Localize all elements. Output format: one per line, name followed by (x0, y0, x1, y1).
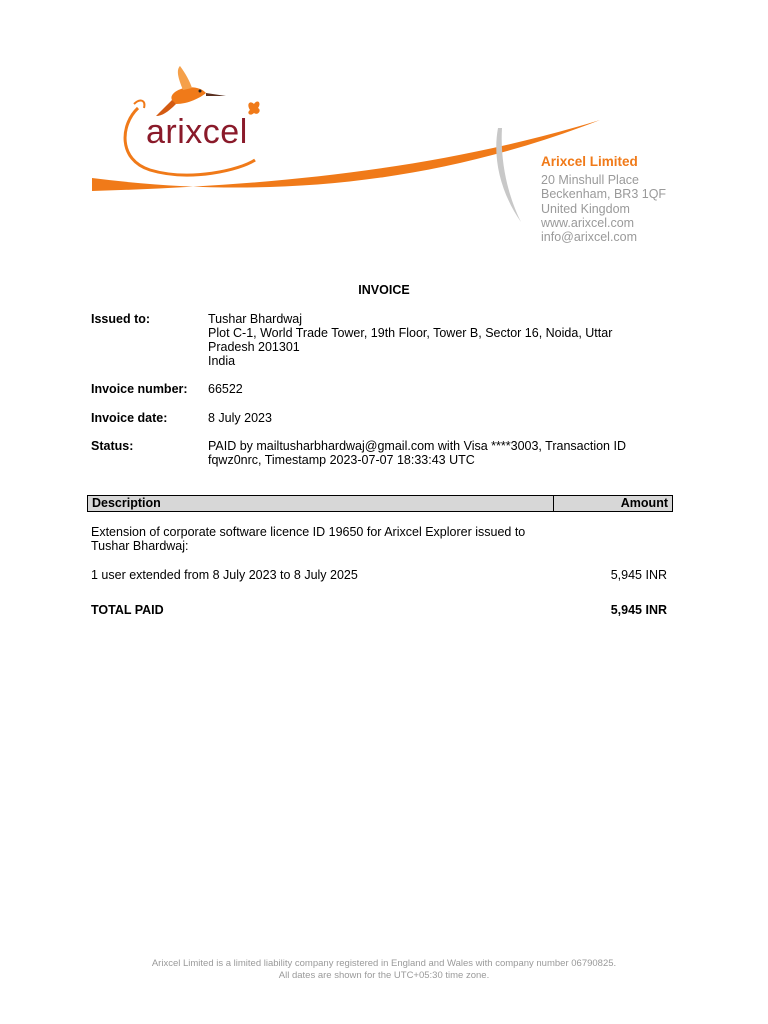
total-label: TOTAL PAID (91, 603, 164, 617)
footer (0, 958, 768, 981)
invoice-date-value: 8 July 2023 (208, 411, 272, 425)
invoice-number-label: Invoice number: (91, 382, 188, 396)
column-header-description: Description (92, 496, 161, 510)
hummingbird-icon (156, 66, 226, 116)
company-info (541, 155, 666, 244)
invoice-date-label: Invoice date: (91, 411, 168, 425)
status-label: Status: (91, 439, 134, 453)
invoice-number-value: 66522 (208, 382, 243, 396)
company-logo: arixcel (146, 113, 248, 151)
column-header-amount: Amount (620, 496, 668, 510)
issued-to-country: India (208, 354, 236, 368)
line-item-text: 1 user extended from 8 July 2023 to 8 July 2025 (91, 568, 358, 582)
issued-to-label: Issued to: (91, 312, 151, 326)
table-header (87, 495, 673, 512)
issued-to-name: Tushar Bhardwaj (208, 312, 303, 326)
line-item-amount: 5,945 INR (610, 568, 667, 582)
status-value: PAID by mailtusharbhardwaj@gmail.com with Visa ****3003, Transaction ID fqwz0nrc, Timestamp 2023-07-07 18:33:43 UTC (208, 439, 626, 467)
company-name: Arixcel Limited (541, 154, 638, 169)
company-address-line: 20 Minshull Place (541, 173, 639, 188)
issued-to-address: Plot C-1, World Trade Tower, 19th Floor, Tower B, Sector 16, Noida, Uttar Pradesh 201301 (208, 326, 613, 354)
company-address-line: United Kingdom (541, 201, 630, 216)
company-website-link[interactable]: www.arixcel.com (541, 215, 635, 230)
item-description: Extension of corporate software licence ID 19650 for Arixcel Explorer issued to Tushar Bhardwaj: (91, 525, 526, 553)
invoice-title: INVOICE (358, 283, 410, 297)
issued-to-value (208, 312, 648, 368)
company-email-link[interactable]: info@arixcel.com (541, 230, 638, 245)
column-divider (553, 496, 554, 511)
total-amount: 5,945 INR (610, 603, 667, 617)
footer-company-note: Arixcel Limited is a limited liability company registered in England and Wales with company number 06790825. (151, 958, 617, 969)
flower-icon (248, 101, 259, 114)
company-address-line: Beckenham, BR3 1QF (541, 187, 667, 202)
footer-timezone-note: All dates are shown for the UTC+05:30 time zone. (278, 969, 490, 981)
